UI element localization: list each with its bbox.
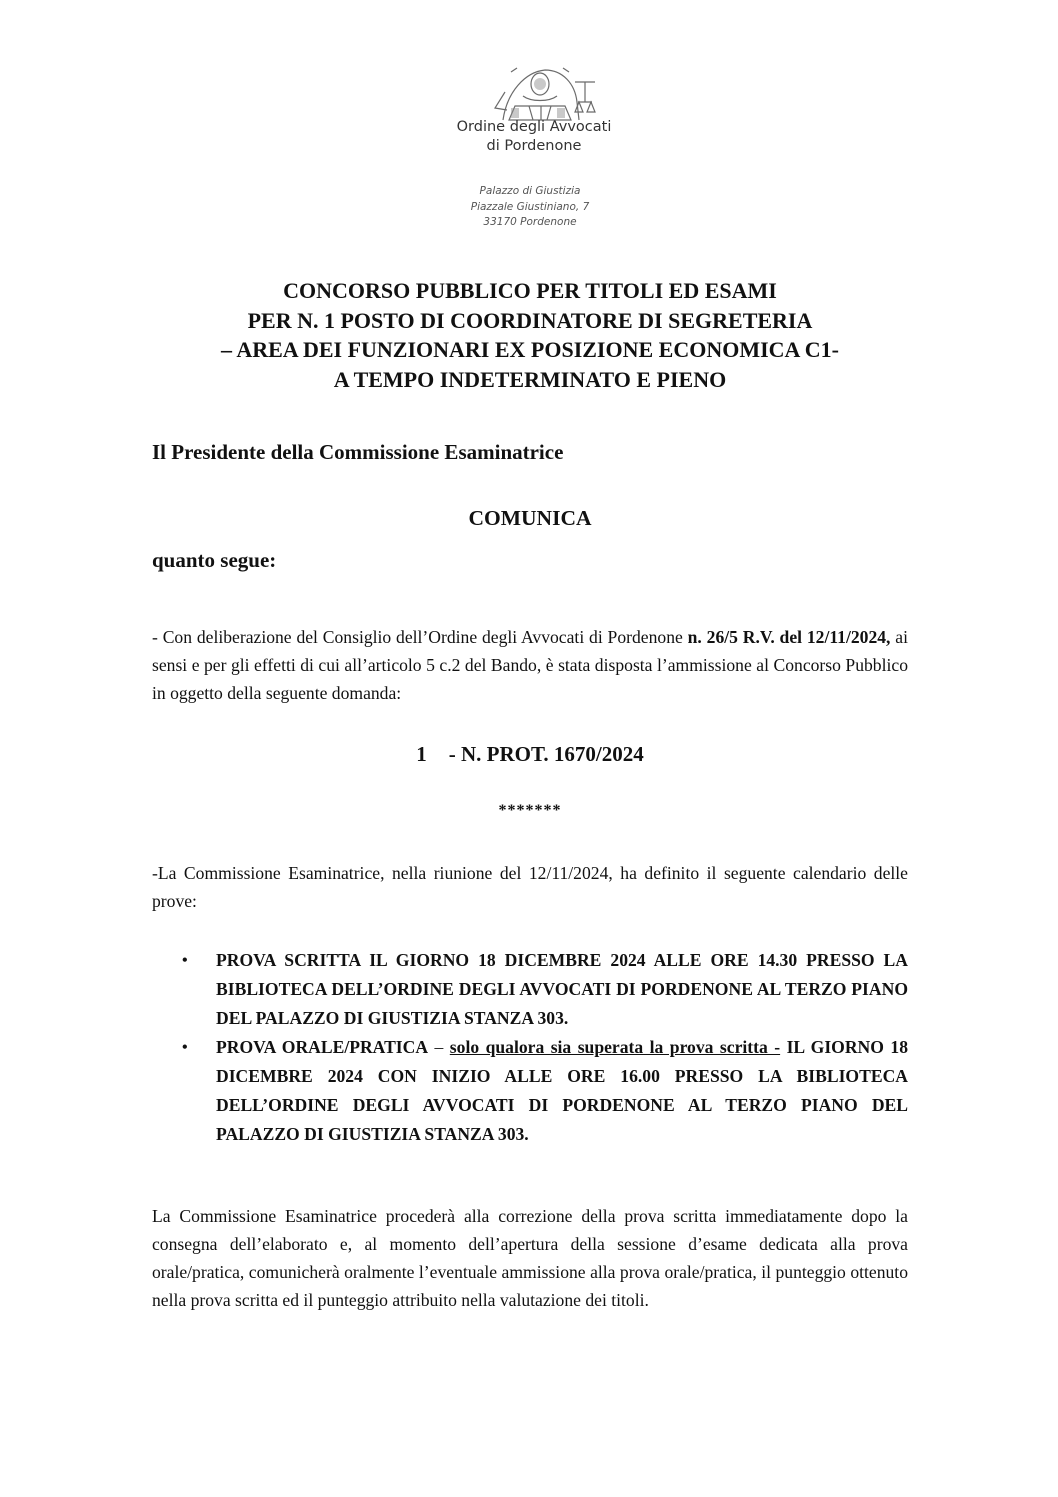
title-line4: A TEMPO INDETERMINATO E PIENO bbox=[333, 366, 727, 392]
org-name-line1: Ordine degli Avvocati bbox=[456, 119, 612, 135]
quanto-segue-heading: quanto segue: bbox=[152, 548, 277, 572]
prova-orale-text: IL GIORNO 18 DICEMBRE 2024 CON INIZIO ALLE ORE 16.00 PRESSO LA BIBLIOTECA DELL’ORDINE DEGLI AVVOCATI DI PORDENONE AL TERZO PIANO DEL PALAZZO DI GIUSTIZIA STANZA 303. bbox=[216, 1037, 909, 1144]
list-item bbox=[152, 1033, 908, 1149]
address-line1: Palazzo di Giustizia bbox=[479, 185, 581, 197]
org-address bbox=[440, 184, 620, 231]
paragraph1-bold: n. 26/5 R.V. del 12/11/2024, bbox=[687, 627, 891, 647]
address-line3: 33170 Pordenone bbox=[483, 216, 577, 228]
paragraph1-part2: ai sensi e per gli effetti di cui all’articolo 5 c.2 del Bando, è stata disposta l’ammissione al Concorso Pubblico in oggetto della seguente domanda: bbox=[152, 627, 908, 703]
separator: ******* bbox=[498, 802, 562, 819]
bullet-icon: • bbox=[182, 952, 188, 969]
paragraph-deliberazione bbox=[152, 623, 908, 707]
prova-orale-condition: solo qualora sia superata la prova scritta - bbox=[449, 1037, 781, 1057]
prova-orale-title: PROVA ORALE/PRATICA bbox=[216, 1037, 429, 1057]
document-title bbox=[120, 276, 940, 394]
prove-list bbox=[152, 946, 908, 1149]
comunica-heading: COMUNICA bbox=[468, 506, 592, 530]
paragraph1-part1: - Con deliberazione del Consiglio dell’Ordine degli Avvocati di Pordenone bbox=[152, 627, 688, 647]
paragraph-correzione: La Commissione Esaminatrice procederà alla correzione della prova scritta immediatamente dopo la consegna dell’elaborato e, al momento dell’apertura della sessione d’esame dedicata alla prova orale/pratica, comunicherà oralmente l’eventuale ammissione alla prova orale/pratica, il punteggio ottenuto nella prova scritta ed il punteggio attribuito nella valutazione dei titoli. bbox=[152, 1206, 908, 1310]
address-line2: Piazzale Giustiniano, 7 bbox=[470, 200, 590, 213]
org-name-line2: di Pordenone bbox=[486, 138, 582, 154]
bullet-icon: • bbox=[182, 1039, 188, 1056]
prova-orale-dash: – bbox=[428, 1037, 450, 1057]
protocol-text: - N. PROT. 1670/2024 bbox=[448, 742, 644, 766]
paragraph-calendario: -La Commissione Esaminatrice, nella riunione del 12/11/2024, ha definito il seguente calendario delle prove: bbox=[152, 863, 908, 911]
protocol-line bbox=[120, 742, 940, 767]
title-line3: – AREA DEI FUNZIONARI EX POSIZIONE ECONOMICA C1- bbox=[221, 337, 839, 362]
prova-scritta-text: PROVA SCRITTA IL GIORNO 18 DICEMBRE 2024 ALLE ORE 14.30 PRESSO LA BIBLIOTECA DELL’ORDINE DEGLI AVVOCATI DI PORDENONE AL TERZO PIANO DEL PALAZZO DI GIUSTIZIA STANZA 303. bbox=[216, 950, 908, 1028]
presidente-heading: Il Presidente della Commissione Esaminatrice bbox=[152, 440, 564, 464]
title-line2: PER N. 1 POSTO DI COORDINATORE DI SEGRETERIA bbox=[247, 307, 813, 333]
org-name bbox=[444, 118, 624, 156]
title-line1: CONCORSO PUBBLICO PER TITOLI ED ESAMI bbox=[283, 278, 777, 303]
protocol-number: 1 bbox=[416, 742, 427, 766]
list-item bbox=[152, 946, 908, 1033]
